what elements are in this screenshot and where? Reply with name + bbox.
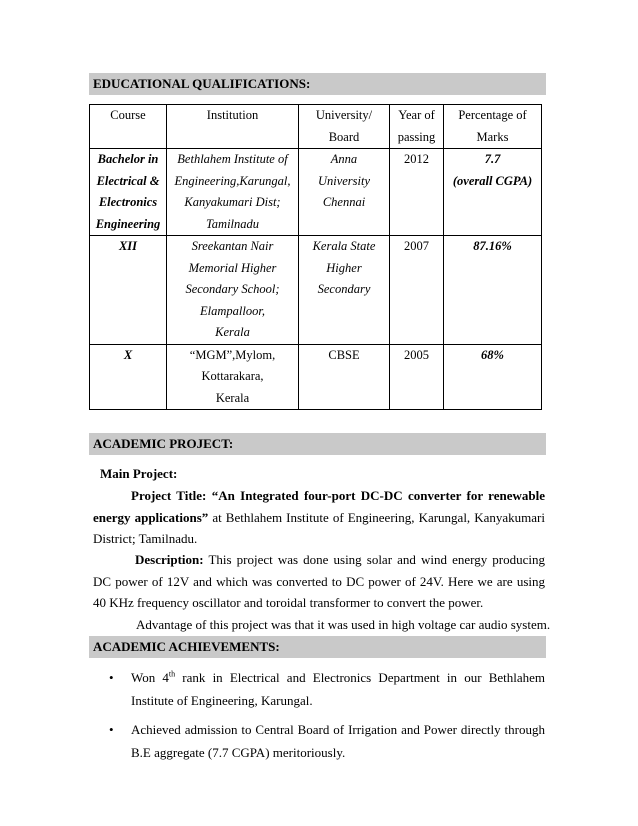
list-item	[93, 666, 545, 712]
course-cell: XII	[90, 236, 167, 345]
project-title-value: “An Integrated four-port DC-DC converter for renewable energy applications”	[93, 488, 545, 525]
header-institution: Institution	[167, 105, 299, 149]
board-cell: Kerala State Higher Secondary	[299, 236, 390, 345]
achievement-text: Won 4	[131, 670, 169, 685]
project-description-paragraph	[93, 549, 545, 614]
institution-cell: Sreekantan Nair Memorial Higher Secondary School; Elampalloor, Kerala	[167, 236, 299, 345]
year-cell: 2005	[390, 344, 444, 410]
table-row	[90, 149, 542, 236]
description-text: This project was done using solar and wind energy producing DC power of 12V and which was converted to DC power of 24V. Here we are using 40 KHz frequency oscillator and toroidal transformer to convert the power.	[93, 552, 545, 610]
header-percentage: Percentage of Marks	[444, 105, 542, 149]
course-cell: X	[90, 344, 167, 410]
bullet-icon: •	[109, 670, 114, 685]
table-row	[90, 236, 542, 345]
project-title-rest: at Bethlahem Institute of Engineering, Karungal, Kanyakumari District; Tamilnadu.	[93, 509, 545, 546]
bullet-icon: •	[109, 722, 114, 737]
institution-cell: “MGM”,Mylom, Kottarakara, Kerala	[167, 344, 299, 410]
achievements-list	[93, 666, 545, 764]
educational-qualifications-heading: EDUCATIONAL QUALIFICATIONS:	[89, 73, 546, 95]
header-course: Course	[90, 105, 167, 149]
education-table	[89, 104, 542, 410]
achievement-text: Achieved admission to Central Board of Irrigation and Power directly through B.E aggregate (7.7 CGPA) meritoriously.	[131, 722, 545, 760]
board-cell: Anna University Chennai	[299, 149, 390, 236]
achievement-text: rank in Electrical and Electronics Department in our Bethlahem Institute of Engineering, Karungal.	[131, 670, 546, 708]
list-item	[93, 718, 545, 764]
board-cell: CBSE	[299, 344, 390, 410]
main-project-label: Main Project:	[100, 466, 178, 481]
project-title-paragraph	[93, 485, 545, 550]
course-cell: Bachelor in Electrical & Electronics Engineering	[90, 149, 167, 236]
achievement-superscript: th	[168, 669, 176, 679]
academic-achievements-heading: ACADEMIC ACHIEVEMENTS:	[89, 636, 546, 658]
year-cell: 2012	[390, 149, 444, 236]
percentage-cell: 87.16%	[444, 236, 542, 345]
table-header-row	[90, 105, 542, 149]
year-cell: 2007	[390, 236, 444, 345]
percentage-cell: 68%	[444, 344, 542, 410]
institution-cell: Bethlahem Institute of Engineering,Karungal, Kanyakumari Dist; Tamilnadu	[167, 149, 299, 236]
header-board: University/ Board	[299, 105, 390, 149]
description-label: Description:	[135, 552, 204, 567]
table-row	[90, 344, 542, 410]
header-year: Year of passing	[390, 105, 444, 149]
academic-project-heading: ACADEMIC PROJECT:	[89, 433, 546, 455]
project-advantage: Advantage of this project was that it was used in high voltage car audio system.	[136, 617, 551, 632]
percentage-cell: 7.7 (overall CGPA)	[444, 149, 542, 236]
project-title-label: Project Title:	[131, 488, 207, 503]
